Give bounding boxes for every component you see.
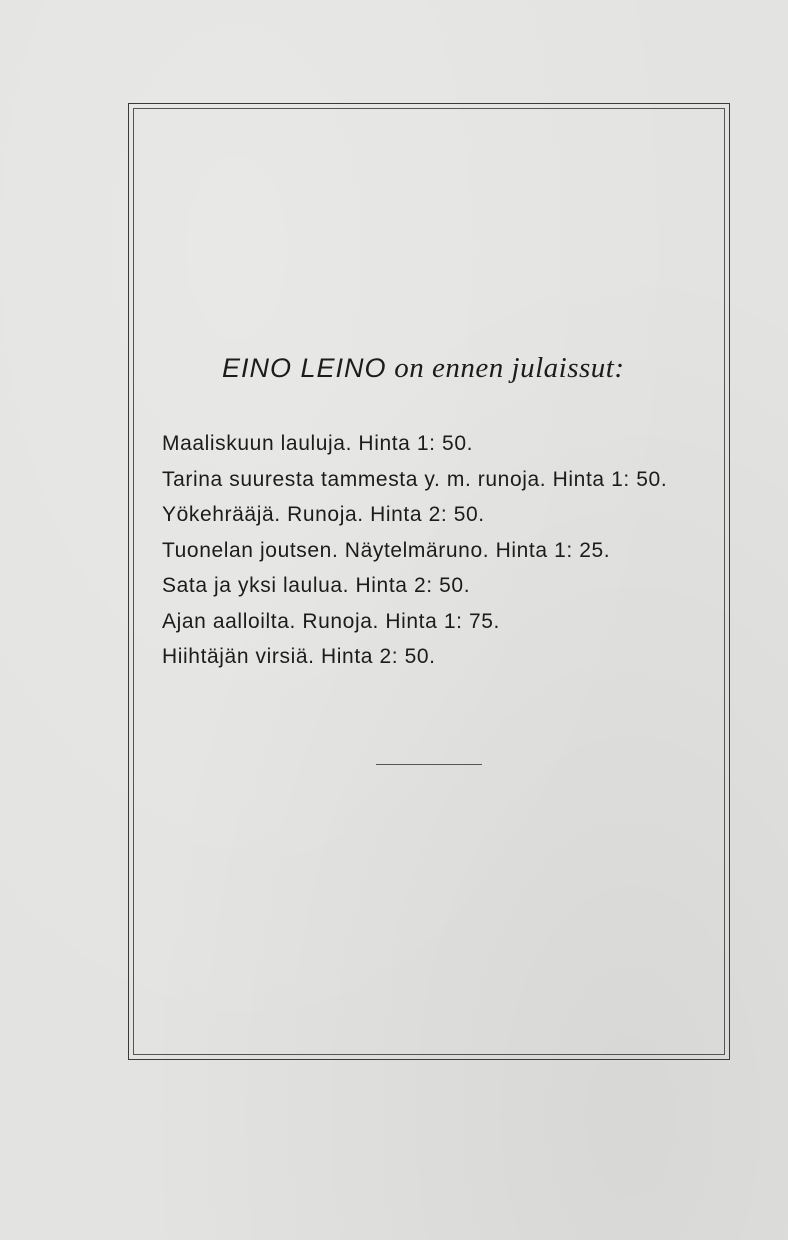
list-item: Tarina suuresta tammesta y. m. runoja. Hinta 1: 50. — [162, 467, 668, 491]
list-item: Maaliskuun lauluja. Hinta 1: 50. — [162, 432, 474, 455]
list-item: Ajan aalloilta. Runoja. Hinta 1: 75. — [162, 609, 500, 633]
heading-rest: on ennen julaissut: — [394, 352, 625, 384]
author-name: EINO LEINO — [222, 353, 387, 383]
list-item: Hiihtäjän virsiä. Hinta 2: 50. — [162, 645, 436, 668]
page-heading — [222, 352, 662, 385]
divider-rule — [376, 764, 482, 765]
list-item: Tuonelan joutsen. Näytelmäruno. Hinta 1: 25. — [162, 538, 611, 562]
list-item: Yökehrääjä. Runoja. Hinta 2: 50. — [162, 503, 485, 526]
works-list — [162, 426, 702, 675]
list-item: Sata ja yksi laulua. Hinta 2: 50. — [162, 574, 471, 597]
